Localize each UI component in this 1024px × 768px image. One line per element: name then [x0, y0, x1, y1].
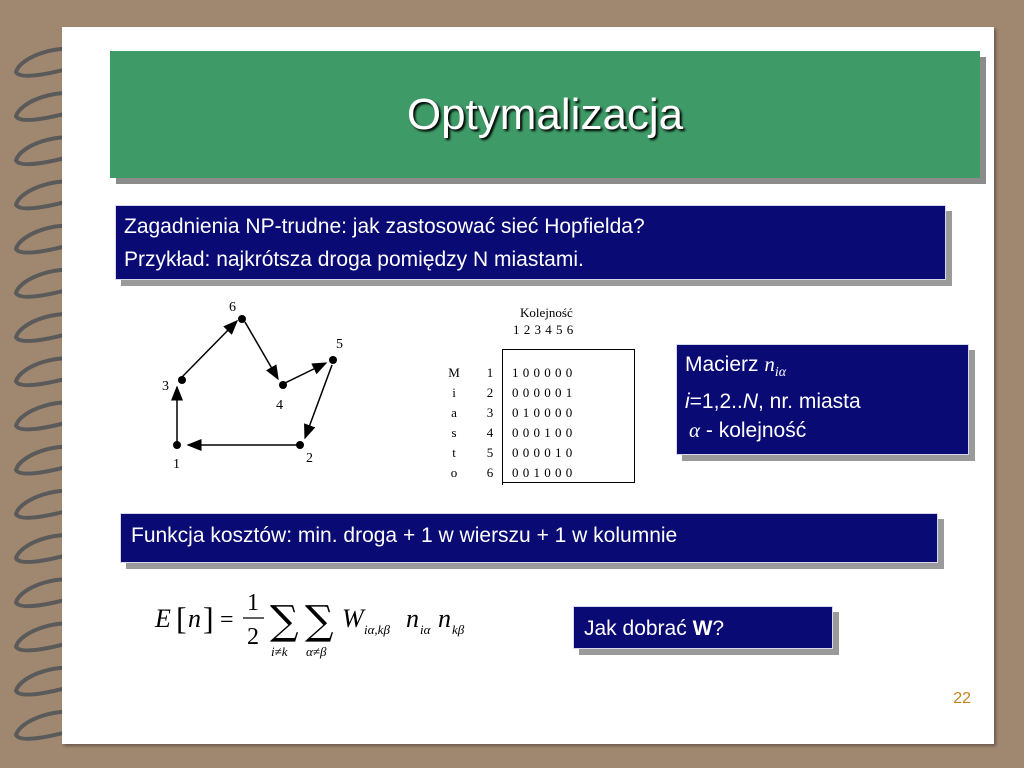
edge-6-4	[245, 322, 278, 379]
page-number: 22	[953, 690, 971, 707]
matrix-row: 0 1 0 0 0 0	[512, 405, 573, 420]
intro-line-2: Przykład: najkrótsza droga pomiędzy N miastami.	[124, 248, 584, 271]
matrix-desc-line-2: i=1,2..N, nr. miasta	[685, 390, 861, 414]
slide-title: Optymalizacja	[406, 89, 684, 139]
node-5	[329, 356, 337, 364]
matrix-description-box	[676, 344, 969, 455]
svg-text:α≠β: α≠β	[306, 644, 327, 659]
node-3	[178, 376, 186, 384]
node-label-3: 3	[162, 379, 169, 394]
node-2	[296, 441, 304, 449]
node-1	[173, 441, 181, 449]
sum-symbol-1: ∑	[270, 598, 299, 644]
svg-text:iα,kβ: iα,kβ	[364, 622, 390, 637]
svg-text:kβ: kβ	[452, 622, 465, 637]
matrix-divider-right	[634, 349, 635, 483]
svg-text:W: W	[342, 604, 364, 633]
city-graph	[155, 295, 365, 475]
svg-text:2: 2	[247, 624, 259, 650]
matrix-side-label: M i a s t o	[448, 365, 460, 480]
edge-4-5	[285, 363, 326, 383]
matrix-row: 0 0 1 0 0 0	[512, 465, 573, 480]
svg-text:1: 1	[247, 590, 259, 616]
matrix-divider-vertical	[502, 349, 503, 485]
matrix-row: 0 0 0 1 0 0	[512, 425, 573, 440]
matrix-header-cols: 1 2 3 4 5 6	[513, 322, 574, 337]
node-label-1: 1	[173, 457, 180, 472]
title-banner	[110, 51, 980, 178]
intro-line-1: Zagadnienia NP-trudne: jak zastosować sieć Hopfielda?	[124, 215, 645, 238]
matrix-desc-line-1: Macierz $n_{i\alpha}$	[685, 352, 787, 381]
svg-text:i≠k: i≠k	[271, 644, 288, 659]
matrix-desc-line-3: α - kolejność	[689, 418, 807, 443]
edge-3-6	[182, 321, 237, 377]
svg-text:]: ]	[203, 600, 214, 636]
cost-function-text: Funkcja kosztów: min. droga + 1 w wierszu + 1 w kolumnie	[131, 524, 678, 547]
matrix-divider-top	[502, 349, 635, 350]
node-label-4: 4	[276, 398, 283, 413]
cost-function-box	[120, 513, 938, 563]
svg-text:n: n	[438, 604, 451, 633]
node-label-5: 5	[336, 337, 343, 352]
matrix-row: 1 0 0 0 0 0	[512, 365, 573, 380]
matrix-row-numbers: 1 2 3 4 5 6	[486, 365, 494, 480]
svg-text:=: =	[220, 607, 234, 633]
intro-box	[115, 205, 946, 280]
energy-formula	[150, 582, 500, 662]
permutation-matrix	[440, 305, 640, 490]
matrix-row: 0 0 0 0 1 0	[512, 445, 573, 460]
svg-text:n: n	[406, 604, 419, 633]
node-label-2: 2	[306, 451, 313, 466]
node-label-6: 6	[229, 300, 236, 315]
node-6	[238, 315, 246, 323]
matrix-rows	[512, 363, 573, 483]
sum-symbol-2: ∑	[305, 598, 334, 644]
edge-5-2	[305, 365, 332, 438]
svg-text:n: n	[188, 604, 201, 633]
matrix-header-title: Kolejność	[520, 305, 573, 320]
node-4	[279, 381, 287, 389]
formula-svg	[150, 582, 500, 662]
svg-text:[: [	[176, 600, 187, 636]
question-box: Jak dobrać W?	[573, 606, 833, 649]
svg-text:iα: iα	[420, 622, 431, 637]
matrix-row: 0 0 0 0 0 1	[512, 385, 573, 400]
svg-text:E: E	[155, 604, 171, 633]
